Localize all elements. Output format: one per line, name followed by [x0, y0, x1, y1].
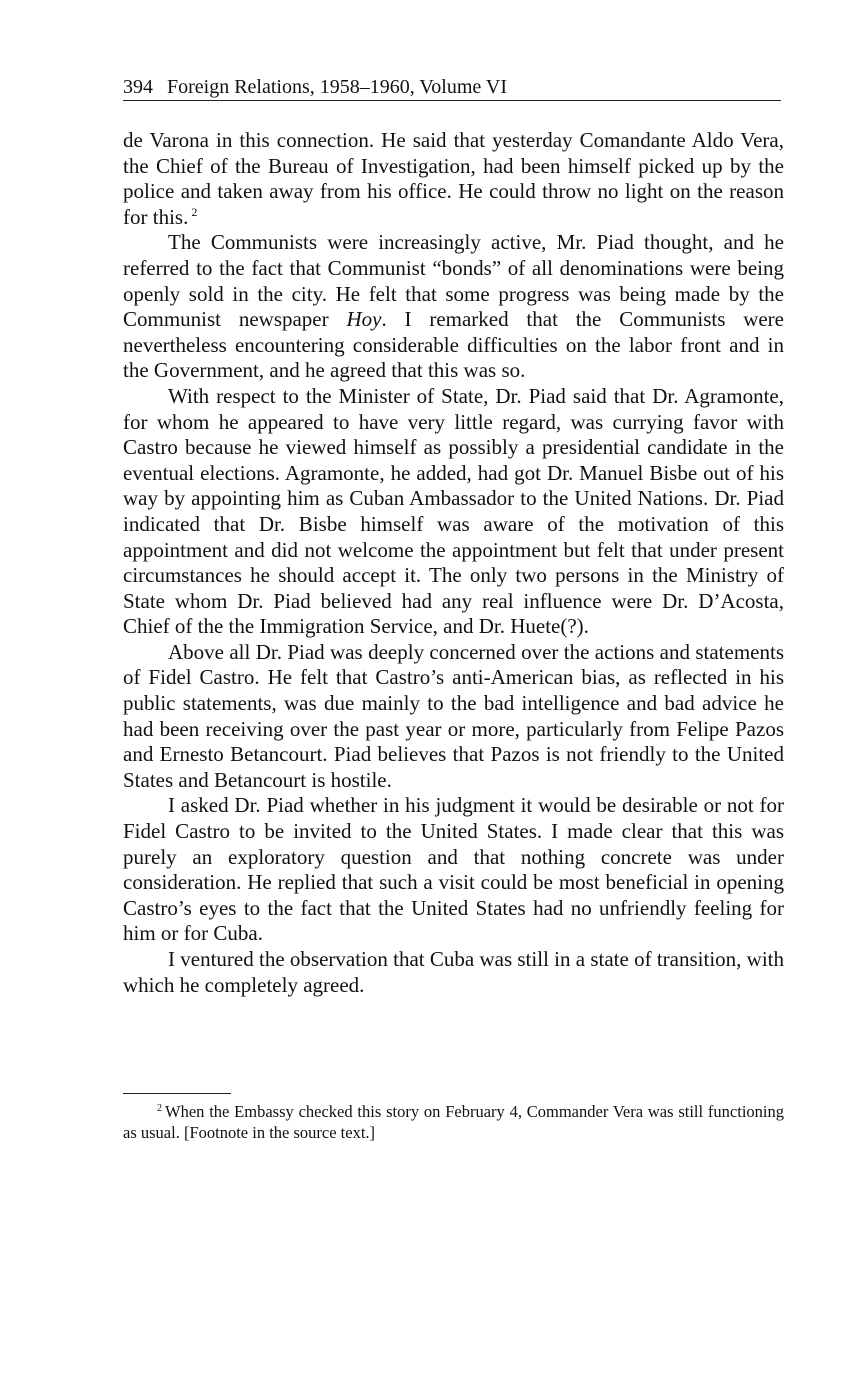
paragraph: Above all Dr. Piad was deeply concerned over the actions and statements of Fidel Castro. He felt that Castro’s anti-American bias, as reflected in his public statements, was due mainly to the bad intelligence and bad advice he had been receiving over the past year or more, particularly from Felipe Pazos and Ernesto Betancourt. Piad believes that Pazos is not friendly to the United States and Betancourt is hostile. — [123, 639, 784, 792]
body-text — [123, 128, 784, 998]
newspaper-title: Hoy — [346, 307, 382, 332]
footnote-reference: 2 — [191, 204, 198, 219]
footnote-marker: 2 — [157, 1103, 162, 1114]
running-head — [123, 74, 781, 101]
footnote-text: When the Embassy checked this story on February 4, Commander Vera was still functioning as usual. [Footnote in the source text.] — [123, 1102, 784, 1142]
paragraph-continuation — [123, 128, 784, 230]
paragraph-text: The Communists were increasingly active, Mr. Piad thought, and he referred to the fact that Communist “bonds” of all denominations were being openly sold in the city. He felt that some progress was being made by the Communist newspaper — [123, 230, 784, 332]
paragraph: With respect to the Minister of State, Dr. Piad said that Dr. Agramonte, for whom he appeared to have very little regard, was currying favor with Castro because he viewed himself as possibly a presidential candidate in the eventual elections. Agramonte, he added, had got Dr. Manuel Bisbe out of his way by appointing him as Cuban Ambassador to the United Nations. Dr. Piad indicated that Dr. Bisbe himself was aware of the motivation of this appointment and did not welcome the appointment but felt that under present circumstances he should accept it. The only two persons in the Ministry of State whom Dr. Piad believed had any real influence were Dr. D’Acosta, Chief of the the Immigration Service, and Dr. Huete(?). — [123, 383, 784, 639]
footnote-divider — [123, 1093, 231, 1094]
paragraph-text: de Varona in this connection. He said that yesterday Comandante Aldo Vera, the Chief of the Bureau of Investigation, had been himself picked up by the police and taken away from his office. He could throw no light on the reason for this. — [123, 128, 784, 229]
paragraph-text: . I remarked that the Communists were nevertheless encountering considerable difficulties on the labor front and in the Government, and he agreed that this was so. — [123, 307, 785, 383]
page-number: 394 — [123, 76, 153, 98]
paragraph: I asked Dr. Piad whether in his judgment it would be desirable or not for Fidel Castro to be invited to the United States. I made clear that this was purely an exploratory question and that nothing concrete was under consideration. He replied that such a visit could be most beneficial in opening Castro’s eyes to the fact that the United States had no unfriendly feeling for him or for Cuba. — [123, 793, 784, 946]
footnote — [123, 1101, 784, 1143]
paragraph: I ventured the observation that Cuba was still in a state of transition, with which he completely agreed. — [123, 947, 784, 997]
running-title: Foreign Relations, 1958–1960, Volume VI — [167, 76, 507, 98]
paragraph — [123, 230, 784, 384]
footnotes — [123, 1101, 784, 1143]
